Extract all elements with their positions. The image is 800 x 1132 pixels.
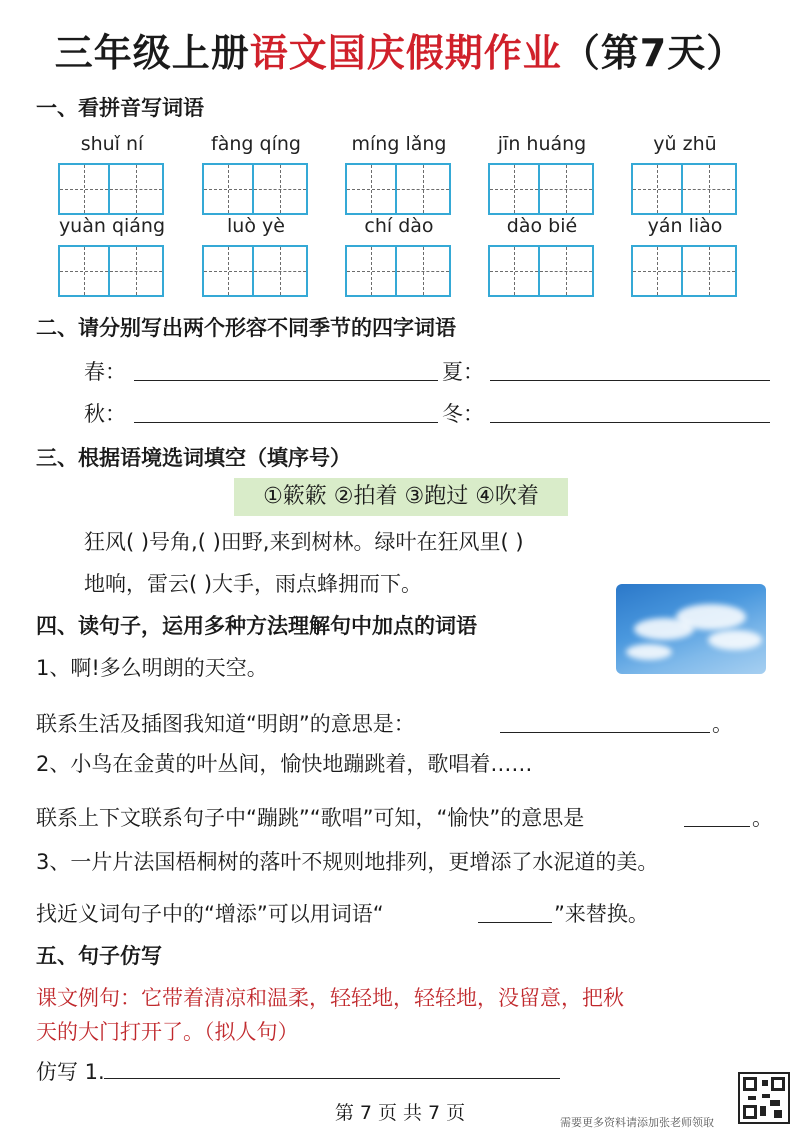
writing-box[interactable] [488, 245, 540, 297]
writing-boxes[interactable] [58, 245, 166, 297]
word-options: ①簌簌 ②拍着 ③跑过 ④吹着 [234, 478, 568, 516]
q2-end: 。 [752, 806, 773, 830]
q1-sentence: 1、啊!多么明朗的天空。 [36, 656, 268, 680]
writing-box[interactable] [540, 163, 594, 215]
pinyin-item [482, 213, 602, 297]
spring-answer-line[interactable] [134, 380, 438, 381]
writing-boxes[interactable] [488, 245, 596, 297]
writing-box[interactable] [345, 245, 397, 297]
fill-line-1: 狂风( )号角,( )田野,来到树林。绿叶在狂风里( ) [84, 530, 524, 554]
q3-prompt: 找近义词句子中的“增添”可以用词语“ [36, 902, 384, 926]
writing-boxes[interactable] [202, 163, 310, 215]
section1-heading: 一、看拼音写词语 [36, 96, 204, 120]
q1-answer-line[interactable] [500, 732, 710, 733]
writing-boxes[interactable] [631, 245, 739, 297]
winter-answer-line[interactable] [490, 422, 770, 423]
pinyin-text: yuàn qiáng [58, 215, 166, 237]
writing-box[interactable] [683, 163, 737, 215]
sky-illustration [616, 584, 766, 674]
summer-answer-line[interactable] [490, 380, 770, 381]
pinyin-item [482, 131, 602, 215]
writing-box[interactable] [631, 245, 683, 297]
title-homework: 语文国庆假期作业 [249, 31, 562, 75]
writing-box[interactable] [58, 163, 110, 215]
page-title [0, 22, 800, 77]
pinyin-item [52, 213, 172, 297]
q1-end: 。 [712, 712, 733, 736]
pinyin-text: chí dào [364, 215, 434, 237]
q2-prompt: 联系上下文联系句子中“蹦跳”“歌唱”可知，“愉快”的意思是 [36, 806, 585, 830]
writing-box[interactable] [397, 245, 451, 297]
imitate-answer-line[interactable] [104, 1078, 560, 1079]
q3-answer-line[interactable] [478, 922, 552, 923]
writing-box[interactable] [631, 163, 683, 215]
writing-box[interactable] [202, 245, 254, 297]
writing-box[interactable] [110, 163, 164, 215]
pinyin-item [339, 213, 459, 297]
section3-heading: 三、根据语境选词填空（填序号） [36, 446, 351, 470]
autumn-answer-line[interactable] [134, 422, 438, 423]
title-day: （第7天） [561, 31, 746, 75]
pinyin-item [625, 213, 745, 297]
section4-heading: 四、读句子，运用多种方法理解句中加点的词语 [36, 614, 477, 638]
spring-label: 春： [84, 360, 126, 384]
writing-box[interactable] [345, 163, 397, 215]
autumn-label: 秋： [84, 402, 126, 426]
pinyin-item [625, 131, 745, 215]
section5-heading: 五、句子仿写 [36, 944, 162, 968]
pinyin-text: fàng qíng [211, 133, 301, 155]
writing-box[interactable] [488, 163, 540, 215]
writing-boxes[interactable] [202, 245, 310, 297]
pinyin-text: luò yè [227, 215, 285, 237]
pinyin-item [196, 131, 316, 215]
q2-sentence: 2、小鸟在金黄的叶丛间，愉快地蹦跳着，歌唱着…… [36, 752, 533, 776]
q2-answer-line[interactable] [684, 826, 750, 827]
writing-boxes[interactable] [345, 163, 453, 215]
q1-prompt: 联系生活及插图我知道“明朗”的意思是： [36, 712, 415, 736]
writing-box[interactable] [110, 245, 164, 297]
writing-boxes[interactable] [631, 163, 739, 215]
writing-box[interactable] [58, 245, 110, 297]
writing-box[interactable] [254, 245, 308, 297]
example-sentence-line2: 天的大门打开了。（拟人句） [36, 1020, 299, 1044]
pinyin-item [52, 131, 172, 215]
winter-label: 冬： [442, 402, 484, 426]
pinyin-item [196, 213, 316, 297]
pinyin-text: yán liào [647, 215, 723, 237]
writing-boxes[interactable] [345, 245, 453, 297]
summer-label: 夏： [442, 360, 484, 384]
writing-box[interactable] [202, 163, 254, 215]
pinyin-item [339, 131, 459, 215]
writing-box[interactable] [254, 163, 308, 215]
watermark-text: 需要更多资料请添加张老师领取 [560, 1116, 714, 1129]
title-grade: 三年级上册 [54, 31, 250, 75]
q3-end: ”来替换。 [554, 902, 649, 926]
writing-box[interactable] [397, 163, 451, 215]
pinyin-text: dào bié [506, 215, 578, 237]
writing-boxes[interactable] [488, 163, 596, 215]
pinyin-text: shuǐ ní [80, 133, 144, 155]
q3-sentence: 3、一片片法国梧桐树的落叶不规则地排列，更增添了水泥道的美。 [36, 850, 659, 874]
pinyin-text: míng lǎng [351, 133, 447, 155]
writing-box[interactable] [683, 245, 737, 297]
fill-line-2: 地响，雷云( )大手，雨点蜂拥而下。 [84, 572, 423, 596]
page-number: 第 7 页 共 7 页 [334, 1102, 466, 1124]
example-sentence-line1: 课文例句：它带着清凉和温柔，轻轻地，轻轻地，没留意，把秋 [36, 986, 624, 1010]
imitate-label: 仿写 1. [36, 1060, 105, 1084]
pinyin-text: jīn huáng [497, 133, 587, 155]
pinyin-text: yǔ zhū [653, 133, 717, 155]
section2-heading: 二、请分别写出两个形容不同季节的四字词语 [36, 316, 456, 340]
writing-boxes[interactable] [58, 163, 166, 215]
writing-box[interactable] [540, 245, 594, 297]
